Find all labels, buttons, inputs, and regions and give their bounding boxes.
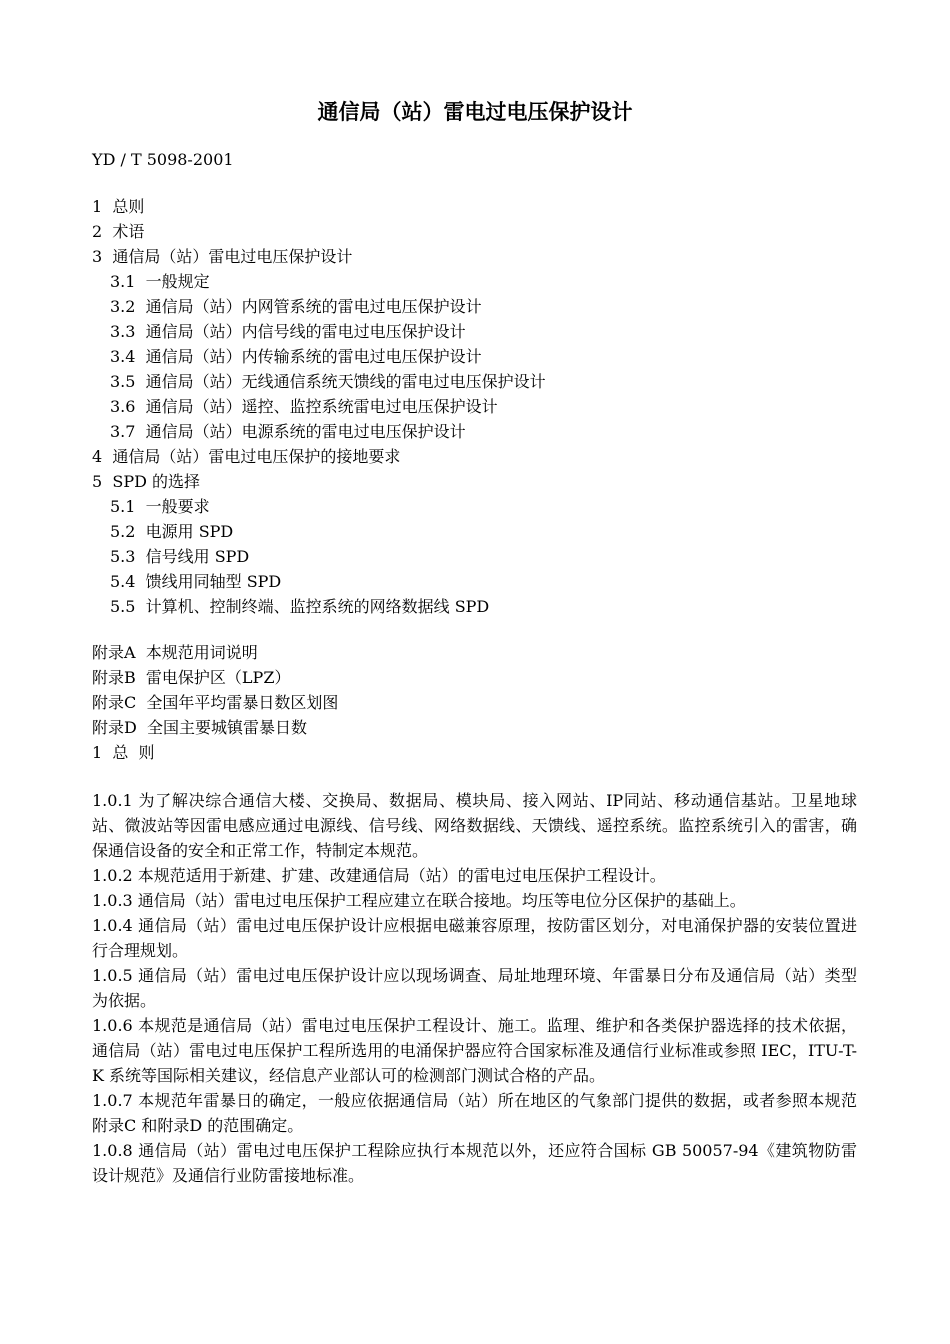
- toc-section: 3 通信局（站）雷电过电压保护设计: [92, 247, 353, 266]
- appendix-item: 1 总 则: [92, 743, 155, 762]
- appendix-item: 附录B 雷电保护区（LPZ）: [92, 668, 291, 687]
- toc-section: 2 术语: [92, 222, 145, 241]
- toc-subsection: 3.5 通信局（站）无线通信系统天馈线的雷电过电压保护设计: [110, 372, 546, 391]
- document-title: 通信局（站）雷电过电压保护设计: [317, 100, 633, 124]
- toc-subsection: 3.2 通信局（站）内网管系统的雷电过电压保护设计: [110, 297, 482, 316]
- clause-paragraph: 1.0.3 通信局（站）雷电过电压保护工程应建立在联合接地。均压等电位分区保护的基础上。: [92, 891, 746, 910]
- toc-subsection: 5.5 计算机、控制终端、监控系统的网络数据线 SPD: [110, 597, 490, 616]
- appendix-list: [92, 640, 338, 765]
- toc-subsection: 3.1 一般规定: [110, 272, 210, 291]
- toc-subsection: 5.4 馈线用同轴型 SPD: [110, 572, 282, 591]
- toc-subsection: 5.3 信号线用 SPD: [110, 547, 250, 566]
- clause-paragraph: 1.0.2 本规范适用于新建、扩建、改建通信局（站）的雷电过电压保护工程设计。: [92, 866, 666, 885]
- toc-subsection: 3.3 通信局（站）内信号线的雷电过电压保护设计: [110, 322, 466, 341]
- toc-section: 5 SPD 的选择: [92, 472, 200, 491]
- toc-section: 1 总则: [92, 197, 145, 216]
- toc-subsection: 3.4 通信局（站）内传输系统的雷电过电压保护设计: [110, 347, 482, 366]
- appendix-item: 附录A 本规范用词说明: [92, 643, 258, 662]
- clause-paragraph: 1.0.7 本规范年雷暴日的确定，一般应依据通信局（站）所在地区的气象部门提供的数据，或者参照本规范附录C 和附录D 的范围确定。: [92, 1091, 857, 1135]
- toc-subsection: 3.6 通信局（站）遥控、监控系统雷电过电压保护设计: [110, 397, 498, 416]
- clause-paragraph: 1.0.4 通信局（站）雷电过电压保护设计应根据电磁兼容原理，按防雷区划分，对电涌保护器的安装位置进行合理规划。: [92, 916, 857, 960]
- appendix-item: 附录C 全国年平均雷暴日数区划图: [92, 693, 339, 712]
- appendix-item: 附录D 全国主要城镇雷暴日数: [92, 718, 308, 737]
- toc-section: 4 通信局（站）雷电过电压保护的接地要求: [92, 447, 401, 466]
- clause-paragraph: 1.0.1 为了解决综合通信大楼、交换局、数据局、模块局、接入网站、IP同站、移动通信基站。卫星地球站、微波站等因雷电感应通过电源线、信号线、网络数据线、天馈线、遥控系统。监控系统引入的雷害，确保通信设备的安全和正常工作，特制定本规范。: [92, 791, 857, 860]
- toc-subsection: 5.1 一般要求: [110, 497, 210, 516]
- toc-subsection: 5.2 电源用 SPD: [110, 522, 234, 541]
- clause-paragraph: 1.0.8 通信局（站）雷电过电压保护工程除应执行本规范以外，还应符合国标 GB 50057-94《建筑物防雷设计规范》及通信行业防雷接地标准。: [92, 1141, 857, 1185]
- standard-number: YD / T 5098-2001: [92, 150, 234, 169]
- clause-paragraph: 1.0.6 本规范是通信局（站）雷电过电压保护工程设计、施工。监理、维护和各类保护器选择的技术依据，通信局（站）雷电过电压保护工程所选用的电涌保护器应符合国家标准及通信行业标准或参照 IEC，ITU-T-K 系统等国际相关建议，经信息产业部认可的检测部门测试合格的产品。: [92, 1016, 857, 1085]
- document-body: [92, 788, 857, 1188]
- table-of-contents: [92, 194, 872, 619]
- clause-paragraph: 1.0.5 通信局（站）雷电过电压保护设计应以现场调查、局址地理环境、年雷暴日分布及通信局（站）类型为依据。: [92, 966, 857, 1010]
- toc-subsection: 3.7 通信局（站）电源系统的雷电过电压保护设计: [110, 422, 466, 441]
